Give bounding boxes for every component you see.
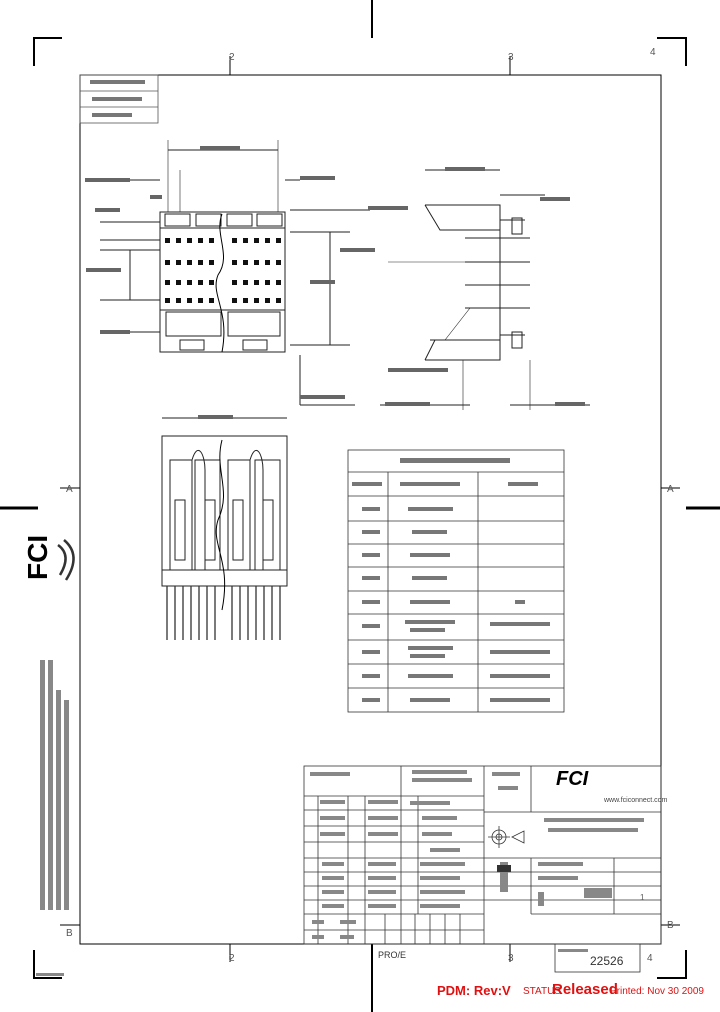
zone-label-left-a: A (66, 484, 73, 495)
pdm-rev: Rev:V (473, 983, 511, 998)
zone-label-bottom-2: 2 (229, 953, 235, 964)
zone-label-left-b: B (66, 928, 73, 939)
drawing-number: 22526 (590, 954, 624, 968)
printed-date-value: Nov 30 2009 (647, 986, 704, 997)
zone-label-right-b: B (667, 920, 674, 931)
zone-label-bottom-4: 4 (647, 953, 653, 964)
printed-date (610, 986, 704, 997)
zone-label-right-a: A (667, 484, 674, 495)
fci-logo-side: FCI (22, 534, 53, 580)
zone-label-top-3: 3 (508, 52, 514, 63)
printed-label: Printed: (610, 986, 645, 997)
status-label: STATUS (523, 986, 561, 997)
website-text: www.fciconnect.com (604, 797, 668, 804)
pdm-revision (437, 983, 511, 998)
pdm-label: PDM: (437, 983, 471, 998)
zone-label-bottom-3: 3 (508, 953, 514, 964)
zone-label-top-2: 2 (229, 52, 235, 63)
status-value: Released (552, 981, 618, 998)
zone-label-top-4: 4 (650, 47, 656, 58)
page-code: 1 (640, 893, 645, 902)
cad-system-label: PRO/E (378, 950, 407, 960)
fci-logo: FCI (556, 768, 589, 790)
